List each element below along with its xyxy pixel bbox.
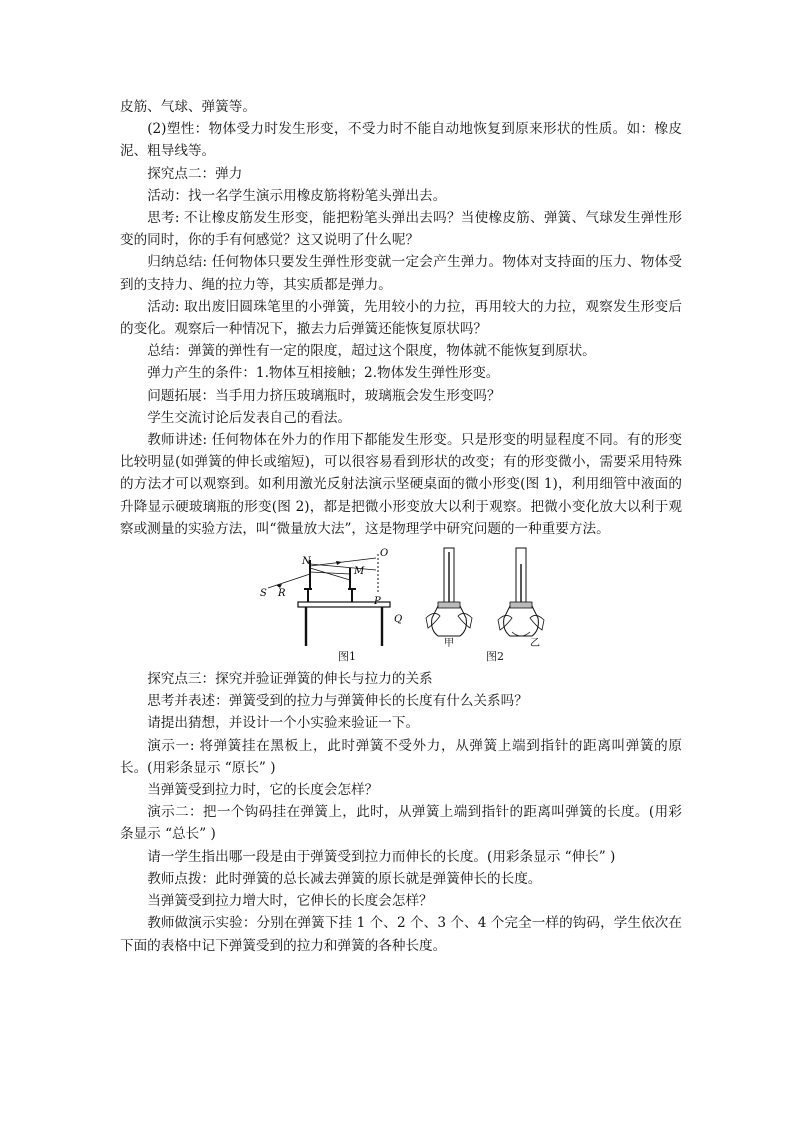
figure1-caption: 图1 <box>338 650 356 664</box>
paragraph: 皮筋、气球、弹簧等。 <box>120 99 256 115</box>
label-R: R <box>278 588 286 600</box>
label-O: O <box>380 548 389 560</box>
label-yi: 乙 <box>530 638 540 649</box>
paragraph: 请一学生指出哪一段是由于弹簧受到拉力而伸长的长度。(用彩条显示 “伸长” ) <box>147 848 616 865</box>
paragraph: 教师做演示实验：分别在弹簧下挂 1 个、2 个、3 个、4 个完全一样的钩码，学生依次在下面的表格中记下弹簧受到的拉力和弹簧的各种长度。 <box>120 915 682 954</box>
figure2-caption: 图2 <box>486 650 504 664</box>
paragraph: 当弹簧受到拉力时，它的长度会怎样？ <box>147 782 379 799</box>
label-N: N <box>302 556 311 568</box>
paragraph: 演示一: 将弹簧挂在黑板上，此时弹簧不受外力，从弹簧上端到指针的距离叫弹簧的原长。(用彩条显示 “原长” ) <box>120 737 682 776</box>
bottle-right <box>498 548 544 636</box>
paragraph: 思考并表述：弹簧受到的拉力与弹簧伸长的长度有什么关系吗？ <box>147 693 528 710</box>
paragraph: 活动：找一名学生演示用橡皮筋将粉笔头弹出去。 <box>147 187 447 204</box>
paragraph: 教师讲述: 任何物体在外力的作用下都能发生形变。只是形变的明显程度不同。有的形变比较明显(如弹簧的伸长或缩短)，可以很容易看到形状的改变；有的形变微小，需要采用特殊的方法才可以观察到。如利用激光反射法演示坚硬桌面的微小形变(图 1)，利用细管中液面的升降显示硬玻璃瓶的形变(图 2)，都是把微小形变放大以利于观察。把微小变化放大以利于观察或测量的实验方法，叫“微量放大法”，这是物理学中研究问题的一种重要方法。 <box>120 432 682 537</box>
paragraph: 教师点拨：此时弹簧的总长减去弹簧的原长就是弹簧伸长的长度。 <box>147 870 542 887</box>
paragraph: 活动: 取出废旧圆珠笔里的小弹簧，先用较小的力拉，再用较大的力拉，观察发生形变后的变化。观察后一种情况下，撤去力后弹簧还能恢复原状吗？ <box>120 298 682 338</box>
paragraph: 总结：弹簧的弹性有一定的限度，超过这个限度，物体就不能恢复到原状。 <box>147 343 596 360</box>
paragraph: 问题拓展：当手用力挤压玻璃瓶时，玻璃瓶会发生形变吗？ <box>147 387 501 404</box>
figure1-diagram <box>260 544 440 648</box>
label-P: P <box>374 596 381 608</box>
section-heading: 探究点二：弹力 <box>147 165 243 182</box>
paragraph: 请提出猜想，并设计一个小实验来验证一下。 <box>147 715 420 732</box>
paragraph: 学生交流讨论后发表自己的看法。 <box>147 409 352 426</box>
label-Q: Q <box>394 614 403 626</box>
label-jia: 甲 <box>444 638 454 649</box>
label-M: M <box>354 566 365 578</box>
paragraph: 思考: 不让橡皮筋发生形变，能把粉笔头弹出去吗？当使橡皮筋、弹簧、气球发生弹性形变的同时，你的手有何感觉？这又说明了什么呢？ <box>120 210 682 249</box>
paragraph: 演示二：把一个钩码挂在弹簧上，此时，从弹簧上端到指针的距离叫弹簧的长度。(用彩条显示 “总长” ) <box>120 804 682 843</box>
bottle-left <box>426 548 472 636</box>
paragraph: 当弹簧受到拉力增大时，它伸长的长度会怎样？ <box>147 893 433 910</box>
section-heading: 探究点三：探究并验证弹簧的伸长与拉力的关系 <box>147 671 433 688</box>
figures-row <box>120 544 682 666</box>
body-text <box>120 96 682 957</box>
figure2-diagram <box>420 544 570 648</box>
paragraph: 弹力产生的条件：1.物体互相接触；2.物体发生弹性形变。 <box>147 365 500 382</box>
paragraph: (2)塑性：物体受力时发生形变，不受力时不能自动地恢复到原来形状的性质。如：橡皮泥、粗导线等。 <box>120 121 682 160</box>
label-S: S <box>260 588 267 600</box>
paragraph: 归纳总结: 任何物体只要发生弹性形变就一定会产生弹力。物体对支持面的压力、物体受到的支持力、绳的拉力等，其实质都是弹力。 <box>120 254 682 293</box>
